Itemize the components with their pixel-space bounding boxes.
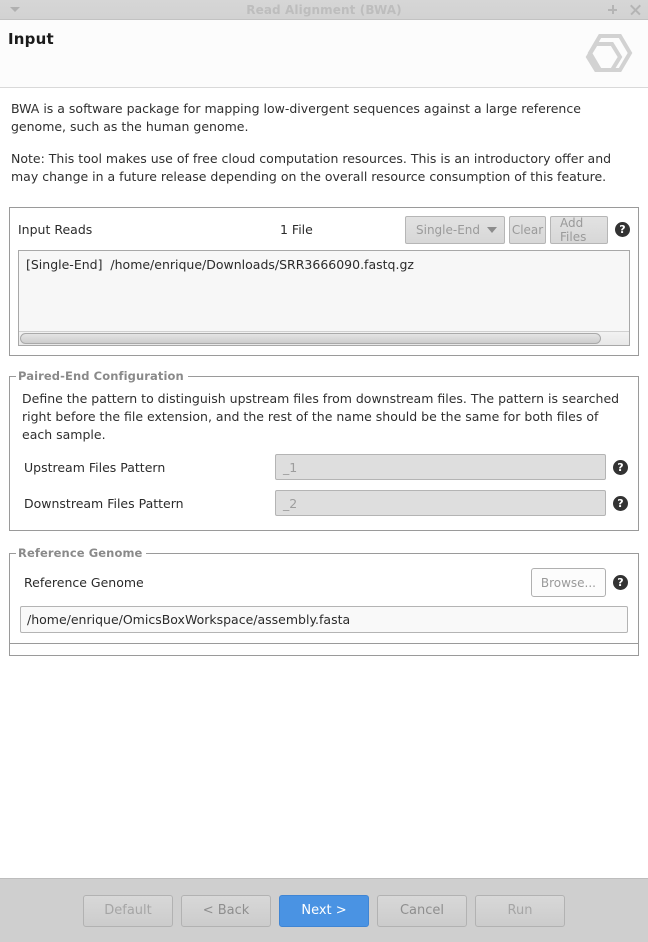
scrollbar-thumb[interactable] bbox=[20, 333, 601, 344]
paired-end-legend: Paired-End Configuration bbox=[16, 369, 188, 383]
read-type-dropdown[interactable] bbox=[405, 216, 505, 244]
file-path: /home/enrique/Downloads/SRR3666090.fastq.gz bbox=[110, 256, 414, 272]
reference-genome-actions bbox=[531, 568, 628, 597]
input-files-list[interactable] bbox=[18, 250, 630, 346]
dialog-content bbox=[0, 88, 648, 878]
reference-genome-label: Reference Genome bbox=[24, 575, 144, 591]
default-button[interactable]: Default bbox=[83, 895, 173, 927]
paired-end-description: Define the pattern to distinguish upstream files from downstream files. The pattern is searched right before the file extension, and the rest of the name should be the same for both files of each sample. bbox=[22, 390, 620, 442]
read-type-dropdown-value: Single-End bbox=[416, 222, 481, 237]
help-icon-downstream-pattern[interactable]: ? bbox=[613, 496, 628, 511]
reference-genome-row bbox=[20, 567, 628, 599]
close-icon[interactable] bbox=[630, 4, 641, 15]
paired-end-configuration-group bbox=[9, 368, 639, 531]
input-reads-actions bbox=[405, 216, 630, 244]
reference-genome-path-input[interactable]: /home/enrique/OmicsBoxWorkspace/assembly.fasta bbox=[20, 606, 628, 633]
file-read-type-tag: [Single-End] bbox=[26, 256, 103, 272]
back-button[interactable]: < Back bbox=[181, 895, 271, 927]
next-button[interactable]: Next > bbox=[279, 895, 369, 927]
cancel-button[interactable]: Cancel bbox=[377, 895, 467, 927]
chevron-down-icon bbox=[487, 227, 497, 233]
window-controls bbox=[607, 4, 648, 15]
description-paragraph-1: BWA is a software package for mapping low-divergent sequences against a large reference genome, such as the human genome. bbox=[11, 101, 581, 135]
tool-description bbox=[9, 88, 639, 187]
input-files-list-body bbox=[19, 251, 629, 331]
input-reads-panel bbox=[9, 207, 639, 356]
page-title: Input bbox=[8, 30, 54, 48]
reference-genome-group bbox=[9, 545, 639, 644]
horizontal-scrollbar[interactable] bbox=[19, 331, 629, 345]
window-title: Read Alignment (BWA) bbox=[246, 2, 402, 17]
input-reads-header bbox=[18, 216, 630, 244]
window-menu-button[interactable] bbox=[4, 0, 26, 20]
help-icon-reference-genome[interactable]: ? bbox=[613, 575, 628, 590]
downstream-pattern-input[interactable]: _2 bbox=[275, 490, 606, 516]
run-button[interactable]: Run bbox=[475, 895, 565, 927]
upstream-pattern-row bbox=[20, 451, 628, 484]
omicsbox-hexagon-logo bbox=[582, 32, 634, 80]
input-reads-file-count: 1 File bbox=[280, 222, 313, 237]
upstream-pattern-label: Upstream Files Pattern bbox=[24, 459, 166, 475]
reference-genome-group-tail bbox=[9, 644, 639, 656]
reference-genome-legend: Reference Genome bbox=[16, 546, 146, 560]
input-reads-label: Input Reads bbox=[18, 222, 93, 237]
chevron-down-icon bbox=[10, 7, 20, 12]
title-bar bbox=[0, 0, 648, 20]
description-paragraph-2: Note: This tool makes use of free cloud computation resources. This is an introductory offer and may change in a future release depending on the overall resource consumption of this feature. bbox=[11, 151, 612, 185]
downstream-pattern-row bbox=[20, 487, 628, 520]
help-icon-input-reads[interactable]: ? bbox=[615, 222, 630, 237]
maximize-icon[interactable] bbox=[607, 4, 618, 15]
add-files-button[interactable]: Add Files bbox=[550, 216, 608, 244]
help-icon-upstream-pattern[interactable]: ? bbox=[613, 460, 628, 475]
downstream-pattern-label: Downstream Files Pattern bbox=[24, 495, 184, 511]
list-item[interactable] bbox=[26, 257, 622, 272]
upstream-pattern-input[interactable]: _1 bbox=[275, 454, 606, 480]
dialog-header bbox=[0, 20, 648, 88]
dialog-footer bbox=[0, 878, 648, 942]
clear-button[interactable]: Clear bbox=[509, 216, 546, 244]
browse-button[interactable]: Browse... bbox=[531, 568, 606, 597]
